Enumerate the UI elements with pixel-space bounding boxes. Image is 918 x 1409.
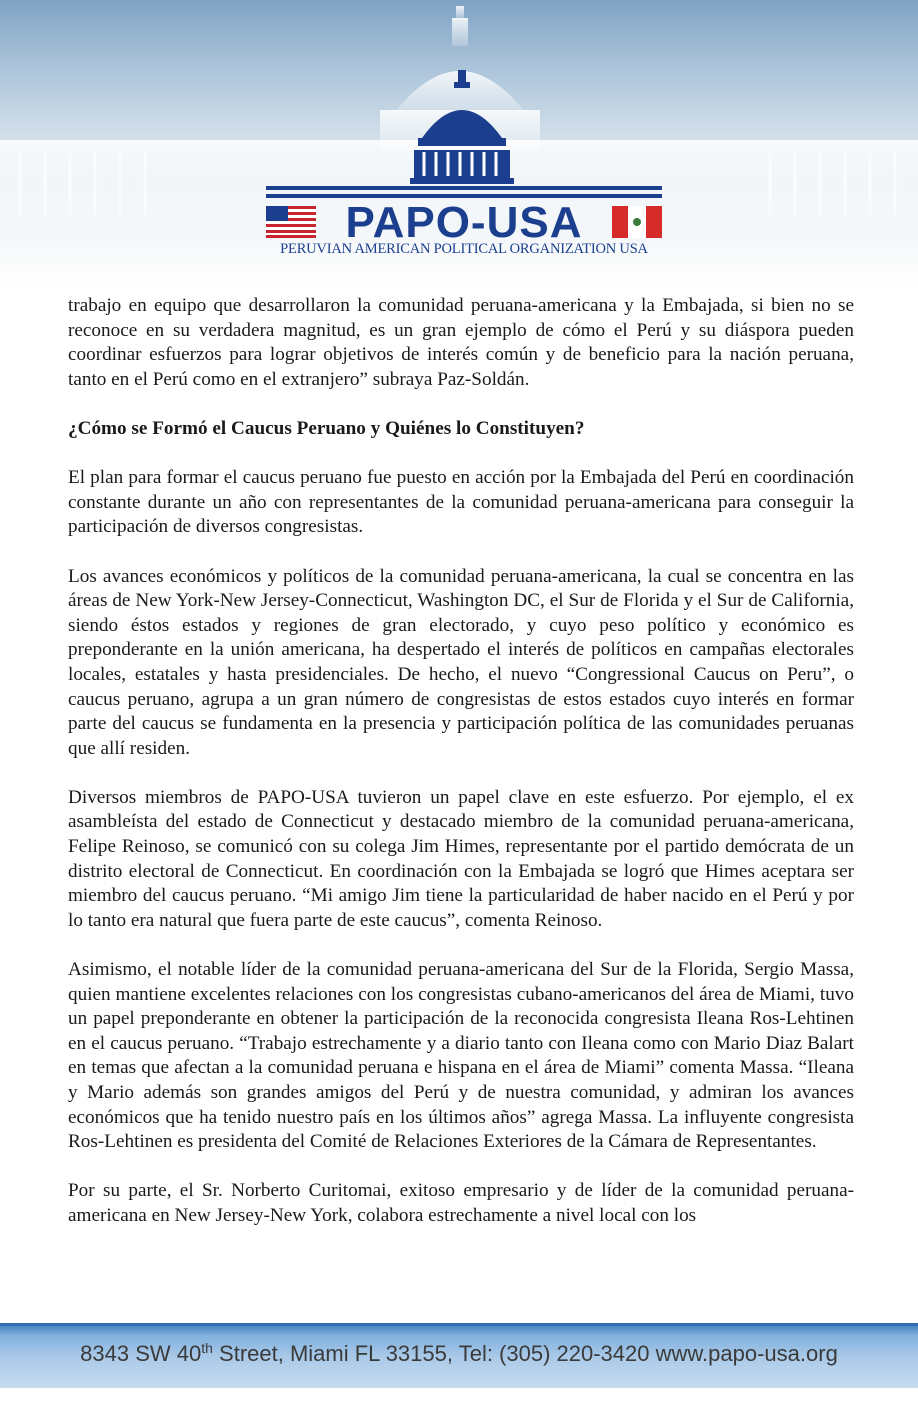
letter-body <box>68 294 854 1229</box>
paragraph-6: Por su parte, el Sr. Norberto Curitomai, exitoso empresario y de líder de la comunidad peruana-americana en New Jersey-New York, colabora estrechamente a nivel local con los <box>68 1180 854 1226</box>
paragraph-5: Asimismo, el notable líder de la comunidad peruana-americana del Sur de la Florida, Sergio Massa, quien mantiene excelentes relaciones con los congresistas cubano-americanos del área de Miami, tuvo un papel preponderante en obtener la participación de la reconocida congresista Ileana Ros-Lehtinen en el caucus peruano. “Trabajo estrechamente y a diario tanto con Ileana como con Mario Diaz Balart en temas que afectan a la comunidad peruana e hispana en el área de Miami” comenta Massa. “Ileana y Mario además son grandes amigos del Perú y de nuestra comunidad, y admiran los avances económicos que ha tenido nuestro país en los últimos años” agrega Massa. La influyente congresista Ros-Lehtinen es presidenta del Comité de Relaciones Exteriores de la Cámara de Representantes. <box>68 959 854 1153</box>
paragraph-2: El plan para formar el caucus peruano fue puesto en acción por la Embajada del Perú en coordinación constante durante un año con representantes de la comunidad peruana-americana para conseguir la participación de diversos congresistas. <box>68 467 854 538</box>
footer-address-ordinal: th <box>201 1340 213 1356</box>
paragraph-3: Los avances económicos y políticos de la comunidad peruana-americana, la cual se concentra en las áreas de New York-New Jersey-Connecticut, Washington DC, el Sur de Florida y el Sur de California, siendo éstos estados y regiones de gran electorado, y cuyo peso político y económico es preponderante en la unión americana, ha despertado el interés de políticos en campañas electorales locales, estatales y hasta presidenciales. De hecho, el nuevo “Congressional Caucus on Peru”, o caucus peruano, agrupa a un gran número de congresistas de estos estados cuyo interés en formar parte del caucus se fundamenta en la presencia y participación política de las comunidades peruanas que allí residen. <box>68 565 854 759</box>
section-heading: ¿Cómo se Formó el Caucus Peruano y Quiénes lo Constituyen? <box>68 417 585 439</box>
letterhead-footer <box>0 1323 918 1388</box>
peru-flag-icon <box>612 206 662 238</box>
paragraph-1: trabajo en equipo que desarrollaron la comunidad peruana-americana y la Embajada, si bien no se reconoce en su verdadera magnitud, es un gran ejemplo de cómo el Perú y su diáspora pueden coordinar esfuerzos para lograr objetivos de interés común y de beneficio para la nación peruana, tanto en el Perú como en el extranjero” subraya Paz-Soldán. <box>68 295 854 390</box>
org-full-name: PERUVIAN AMERICAN POLITICAL ORGANIZATION USA <box>280 241 648 257</box>
footer-address <box>0 1340 918 1367</box>
footer-contact: Street, Miami FL 33155, Tel: (305) 220-3420 www.papo-usa.org <box>212 1341 838 1366</box>
org-short-name-text: PAPO-USA <box>345 198 583 247</box>
letterhead-header <box>0 0 918 290</box>
footer-address-part: 8343 SW 40 <box>80 1341 202 1366</box>
org-short-name <box>262 200 666 246</box>
paragraph-4: Diversos miembros de PAPO-USA tuvieron un papel clave en este esfuerzo. Por ejemplo, el ex asambleísta del estado de Connecticut y destacado miembro de la comunidad peruana-americana, Felipe Reinoso, se comunicó con su colega Jim Himes, representante por el partido demócrata de un distrito electoral de Connecticut. En coordinación con la Embajada se logró que Himes aceptara ser miembro del caucus peruano. “Mi amigo Jim tiene la particularidad de haber nacido en el Perú y por lo tanto era natural que fuera parte de este caucus”, comenta Reinoso. <box>68 786 854 931</box>
